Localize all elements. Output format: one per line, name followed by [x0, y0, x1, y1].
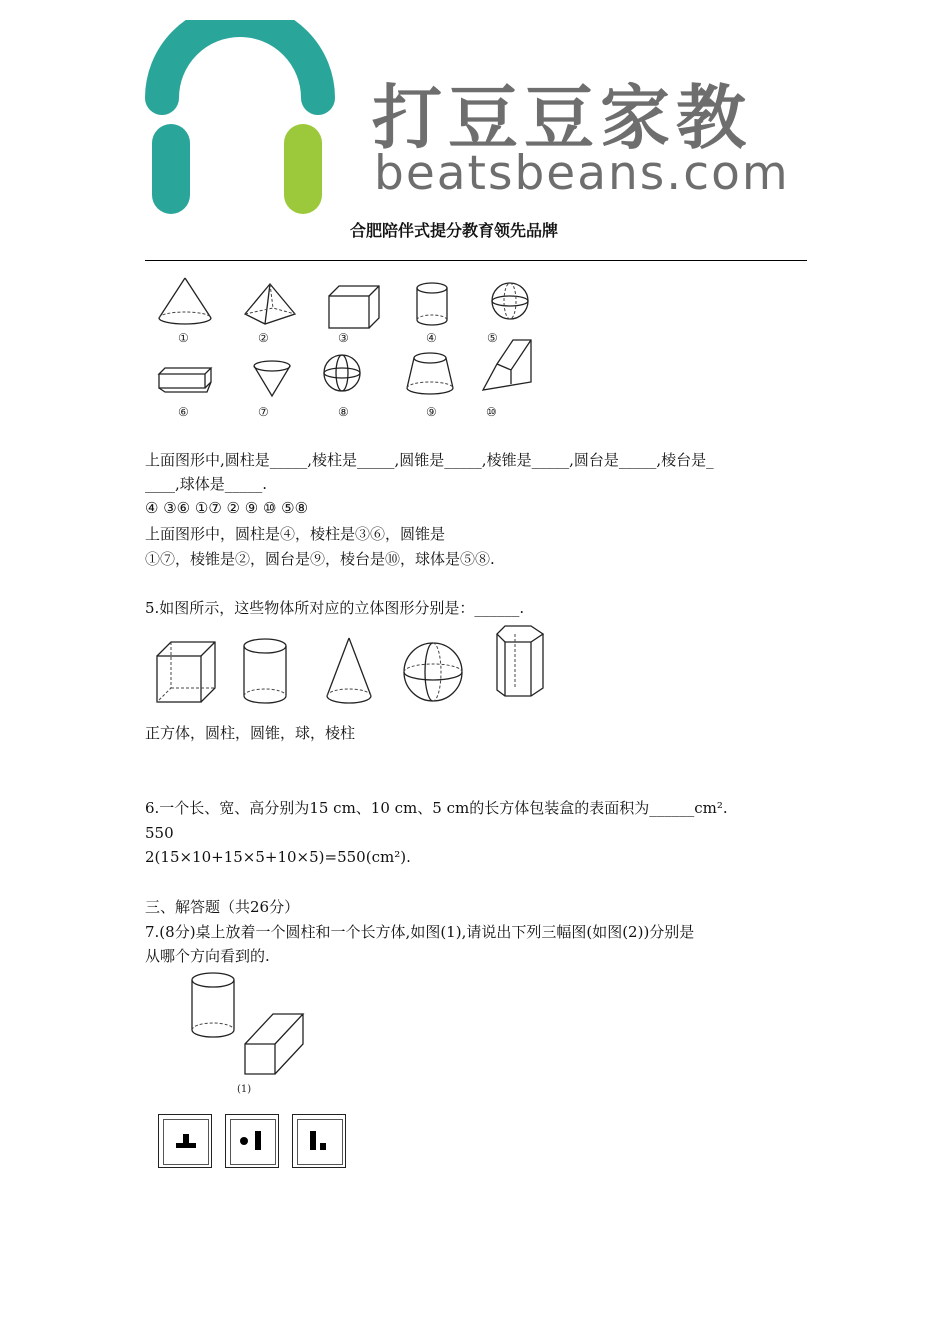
solid-label: ③	[338, 331, 349, 345]
solid-label: ①	[178, 331, 189, 345]
object-cone	[327, 638, 371, 703]
q4-explanation-line1: 上面图形中，圆柱是④，棱柱是③⑥，圆锥是	[145, 525, 446, 543]
q5-objects-figure	[145, 622, 555, 714]
q6-explanation: 2(15×10+15×5+10×5)=550(cm²).	[145, 848, 411, 866]
solid-9-frustum	[407, 353, 453, 394]
q7-question-line2: 从哪个方向看到的.	[145, 947, 270, 965]
q4-question-line1: 上面图形中,圆柱是_____,棱柱是_____,圆锥是_____,棱锥是_____,圆台是_____,棱台是_	[145, 451, 714, 469]
solid-5-sphere	[492, 283, 528, 319]
logo-left-leg	[152, 124, 190, 214]
q4-answer: ④ ③⑥ ①⑦ ② ⑨ ⑩ ⑤⑧	[145, 499, 309, 517]
view-2-dot	[240, 1137, 248, 1145]
solid-label: ②	[258, 331, 269, 345]
solid-label: ⑤	[487, 331, 498, 345]
object-cube	[157, 642, 215, 702]
solid-label: ⑧	[338, 405, 349, 419]
q7-view-3	[292, 1114, 346, 1168]
slogan: 合肥陪伴式提分教育领先品牌	[350, 221, 559, 240]
brand-logo-mark	[140, 20, 340, 220]
view-2-bar	[255, 1131, 261, 1150]
solid-label: ⑨	[426, 405, 437, 419]
section-title: 三、解答题（共26分）	[145, 898, 300, 916]
object-hexagonal-prism	[497, 626, 543, 696]
q7-cylinder	[192, 973, 234, 1037]
q7-cuboid	[245, 1014, 303, 1074]
q7-view-2	[225, 1114, 279, 1168]
q6-answer: 550	[145, 824, 174, 842]
solid-label: ⑥	[178, 405, 189, 419]
solid-3-cuboid	[329, 286, 379, 328]
solid-label: ⑩	[486, 405, 497, 419]
q5-answer: 正方体，圆柱，圆锥，球，棱柱	[145, 724, 356, 742]
q4-explanation-line2: ①⑦，棱锥是②，圆台是⑨，棱台是⑩，球体是⑤⑧.	[145, 550, 495, 568]
solid-10-prismatoid	[483, 340, 531, 390]
q4-question-line2: ____,球体是_____.	[145, 475, 268, 493]
q7-question-line1: 7.(8分)桌上放着一个圆柱和一个长方体,如图(1),请说出下列三幅图(如图(2))分别是	[145, 923, 695, 941]
logo-arch	[162, 20, 318, 98]
solid-1-cone	[159, 278, 211, 324]
q4-solids-figure	[145, 272, 545, 427]
object-cylinder	[244, 639, 286, 703]
solid-label: ④	[426, 331, 437, 345]
brand-name-chinese: 打豆豆家教	[372, 77, 752, 159]
brand-name-english: beatsbeans.com	[374, 146, 790, 201]
solid-4-cylinder	[417, 283, 447, 325]
view-3-bar	[310, 1131, 316, 1150]
q5-question: 5.如图所示，这些物体所对应的立体图形分别是：______.	[145, 599, 525, 617]
solid-7-inverted-cone	[254, 361, 290, 396]
q7-view-1	[158, 1114, 212, 1168]
q7-figure-1	[185, 968, 315, 1098]
header-divider	[145, 260, 807, 261]
logo-right-leg	[284, 124, 322, 214]
solid-label: ⑦	[258, 405, 269, 419]
object-sphere	[404, 643, 462, 701]
solid-2-pyramid	[245, 284, 295, 324]
view-1-bar-vertical	[183, 1134, 189, 1145]
view-3-dot	[320, 1143, 326, 1150]
q6-question: 6.一个长、宽、高分别为15 cm、10 cm、5 cm的长方体包装盒的表面积为______cm².	[145, 799, 728, 817]
solid-8-sphere	[324, 355, 360, 391]
q7-figure-1-label: (1)	[237, 1084, 252, 1095]
solid-6-prism	[159, 368, 211, 392]
